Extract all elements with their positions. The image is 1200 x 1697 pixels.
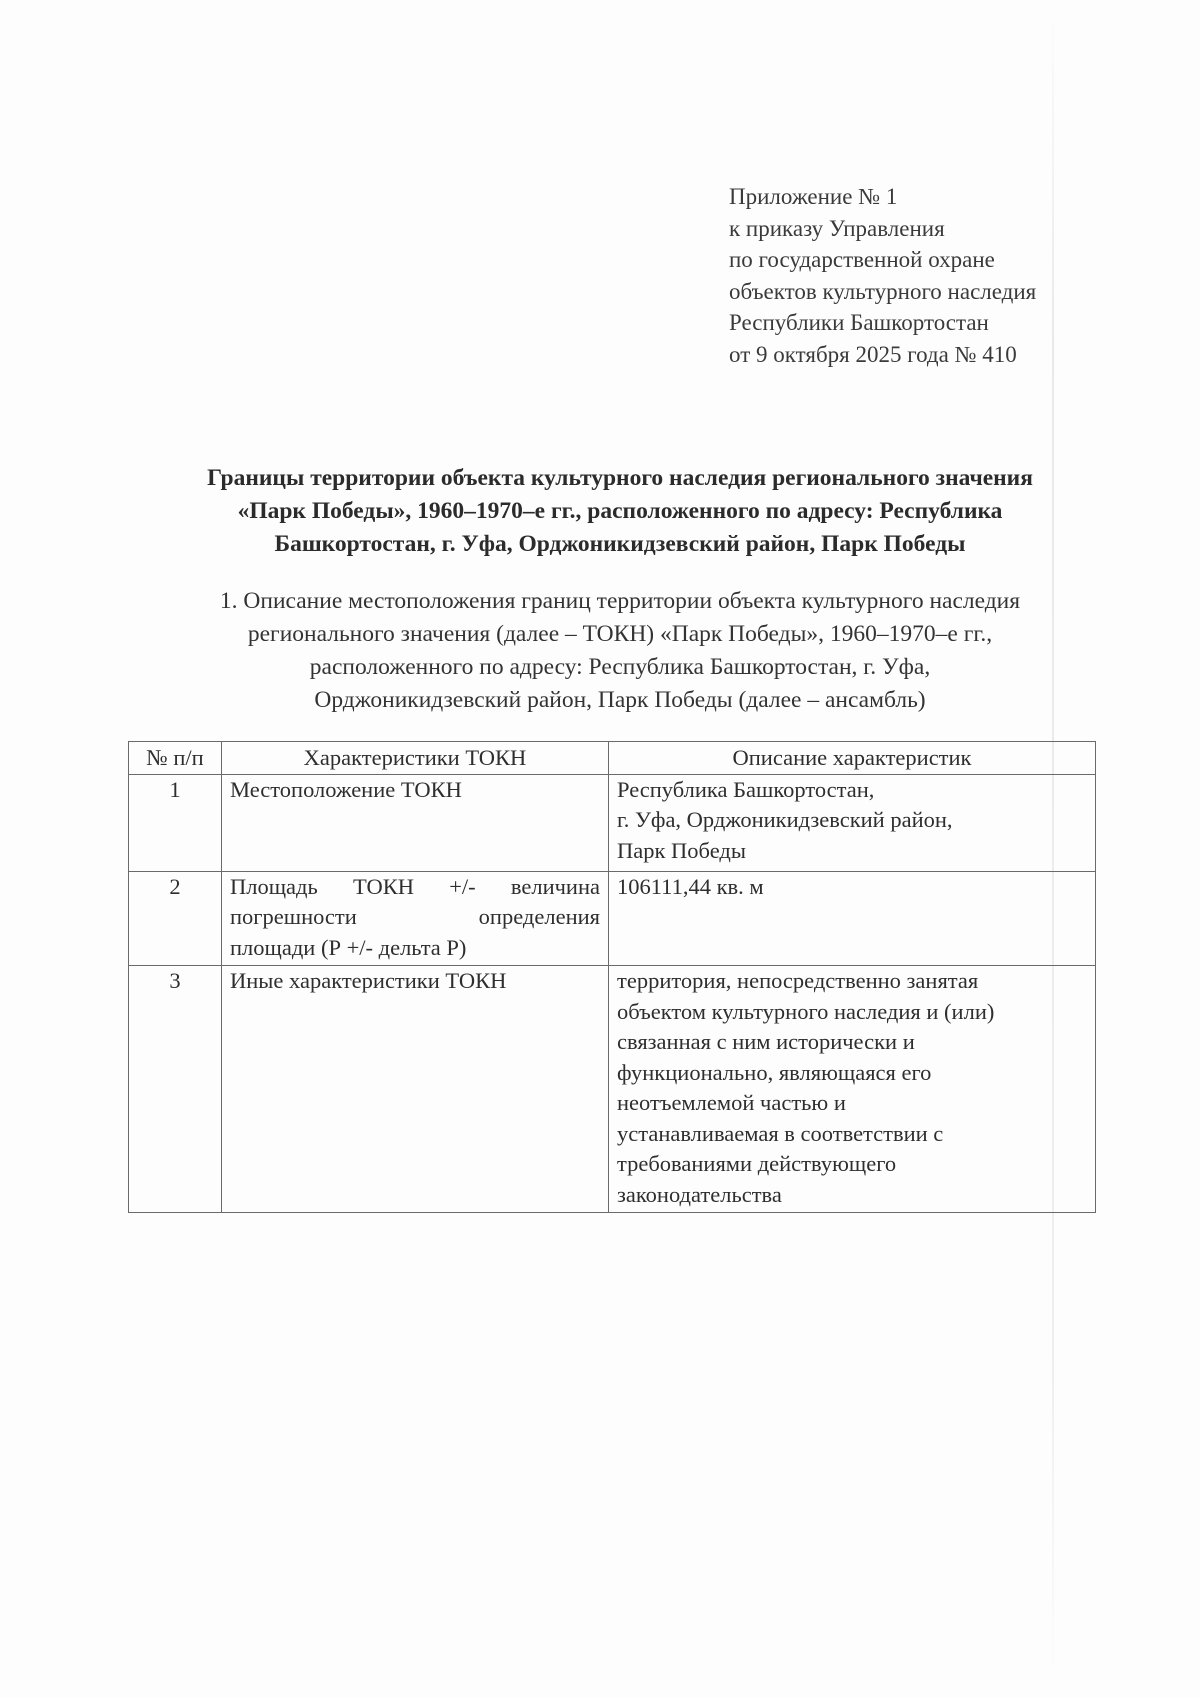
- cell-line: Иные характеристики ТОКН: [230, 968, 507, 993]
- row-number: 1: [129, 774, 222, 871]
- cell-line: территория, непосредственно занятая: [617, 968, 979, 993]
- cell-line: связанная с ним исторически и: [617, 1029, 915, 1054]
- cell-line: погрешности определения: [230, 904, 600, 929]
- table-header-row: [129, 742, 1096, 775]
- cell-line: функционально, являющаяся его: [617, 1059, 932, 1085]
- table-row: [129, 966, 1096, 1213]
- cell-line: г. Уфа, Орджоникидзевский район,: [617, 807, 953, 832]
- section-heading-line: расположенного по адресу: Республика Башкортостан, г. Уфа,: [309, 654, 931, 680]
- appendix-line: от 9 октября 2025 года № 410: [729, 341, 1017, 367]
- title-line: «Парк Победы», 1960–1970–е гг., расположенного по адресу: Республика: [237, 498, 1003, 524]
- row-description: [609, 871, 1096, 966]
- appendix-line: объектов культурного наследия: [729, 278, 1037, 304]
- cell-line: Площадь ТОКН +/- величина: [230, 873, 600, 899]
- appendix-header: [729, 181, 1129, 370]
- characteristics-table: [128, 741, 1096, 1213]
- cell-line: объектом культурного наследия и (или): [617, 998, 995, 1024]
- section-heading: [120, 585, 1120, 717]
- header-description: Описание характеристик: [609, 742, 1096, 775]
- cell-line: устанавливаемая в соответствии с: [617, 1120, 944, 1146]
- section-heading-line: регионального значения (далее – ТОКН) «Парк Победы», 1960–1970–е гг.,: [247, 621, 993, 647]
- table-row: [129, 774, 1096, 871]
- row-description: [609, 966, 1096, 1213]
- document-title: [120, 462, 1120, 561]
- appendix-line: по государственной охране: [729, 247, 995, 272]
- header-number: № п/п: [129, 742, 222, 775]
- row-characteristic: [222, 774, 609, 871]
- cell-line: неотъемлемой частью и: [617, 1090, 846, 1115]
- title-line: Границы территории объекта культурного наследия регионального значения: [207, 465, 1033, 491]
- cell-line: 106111,44 кв. м: [617, 873, 764, 899]
- row-number: 3: [129, 966, 222, 1213]
- appendix-line: к приказу Управления: [729, 215, 945, 241]
- row-description: [609, 774, 1096, 871]
- section-heading-line: 1. Описание местоположения границ территории объекта культурного наследия: [219, 588, 1021, 614]
- row-characteristic: [222, 966, 609, 1213]
- cell-line: площади (Р +/- дельта Р): [230, 934, 467, 960]
- section-heading-line: Орджоникидзевский район, Парк Победы (далее – ансамбль): [314, 687, 926, 713]
- cell-line: законодательства: [617, 1181, 782, 1207]
- title-line: Башкортостан, г. Уфа, Орджоникидзевский район, Парк Победы: [274, 531, 966, 557]
- header-characteristic: Характеристики ТОКН: [222, 742, 609, 775]
- appendix-line: Республики Башкортостан: [729, 310, 989, 335]
- appendix-line: Приложение № 1: [729, 184, 898, 209]
- cell-line: Парк Победы: [617, 837, 746, 863]
- cell-line: требованиями действующего: [617, 1151, 897, 1176]
- row-number: 2: [129, 871, 222, 966]
- cell-line: Местоположение ТОКН: [230, 776, 462, 802]
- cell-line: Республика Башкортостан,: [617, 776, 875, 802]
- row-characteristic: [222, 871, 609, 966]
- table-row: [129, 871, 1096, 966]
